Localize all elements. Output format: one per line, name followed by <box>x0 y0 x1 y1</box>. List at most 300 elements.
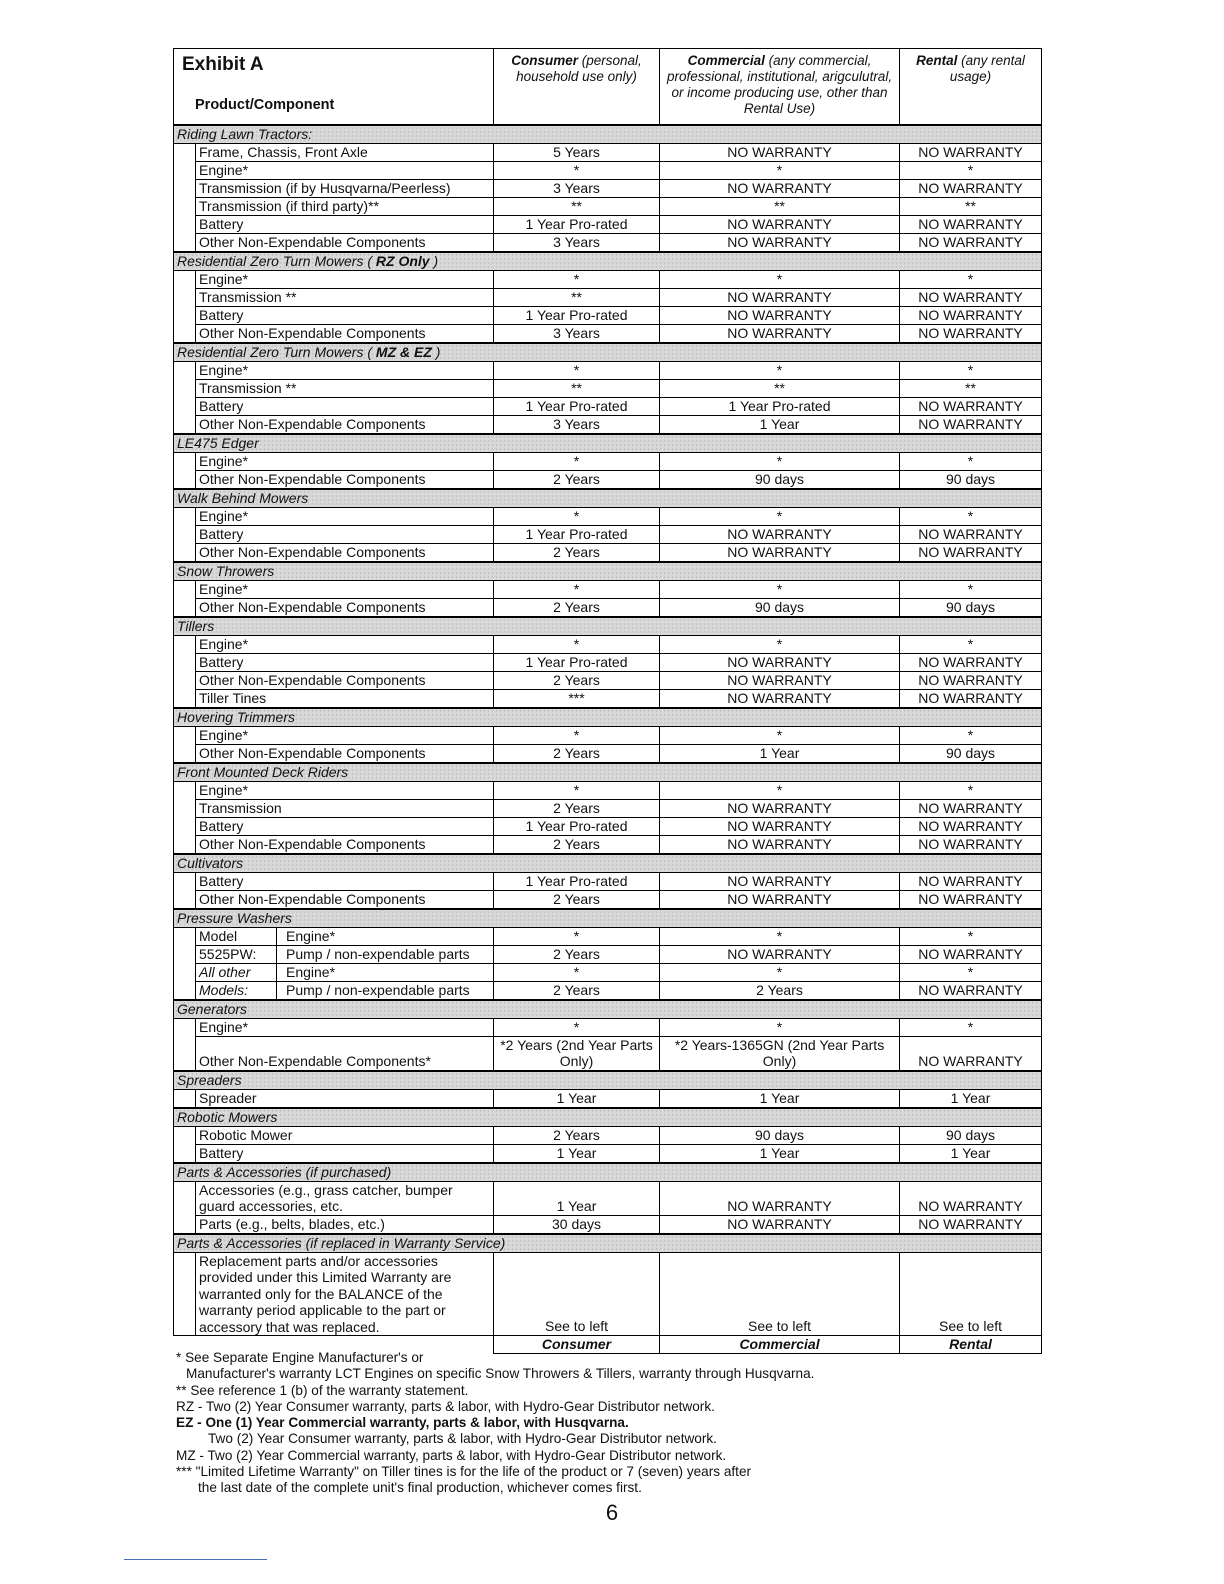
warranty-cell: NO WARRANTY <box>900 306 1042 324</box>
warranty-cell: * <box>900 270 1042 288</box>
table-row <box>174 653 1042 671</box>
indent-cell <box>174 945 196 963</box>
warranty-cell: * <box>660 635 900 653</box>
indent-cell <box>174 1215 196 1234</box>
warranty-cell: * <box>900 963 1042 981</box>
section-header-row <box>174 1234 1042 1253</box>
indent-cell <box>174 525 196 543</box>
table-row <box>174 835 1042 854</box>
warranty-cell: NO WARRANTY <box>660 835 900 854</box>
section-title: Parts & Accessories (if purchased) <box>174 1163 1042 1182</box>
warranty-cell: NO WARRANTY <box>900 1215 1042 1234</box>
section-title: Walk Behind Mowers <box>174 489 1042 508</box>
warranty-cell: ** <box>900 379 1042 397</box>
product-cell: Other Non-Expendable Components <box>196 233 494 252</box>
indent-cell <box>174 306 196 324</box>
warranty-cell: * <box>900 726 1042 744</box>
warranty-cell: NO WARRANTY <box>660 817 900 835</box>
warranty-cell: * <box>494 452 660 470</box>
indent-cell <box>174 197 196 215</box>
warranty-cell: 1 Year <box>900 1089 1042 1108</box>
product-cell: 5525PW: Pump / non-expendable parts <box>196 945 494 963</box>
warranty-cell: 90 days <box>900 1126 1042 1144</box>
warranty-cell: 2 Years <box>494 744 660 763</box>
product-cell: All other Engine* <box>196 963 494 981</box>
warranty-cell: NO WARRANTY <box>660 543 900 562</box>
table-row <box>174 215 1042 233</box>
table-row <box>174 1181 1042 1215</box>
table-row <box>174 379 1042 397</box>
table-row <box>174 598 1042 617</box>
warranty-cell: 1 Year <box>660 744 900 763</box>
warranty-cell: ** <box>494 379 660 397</box>
section-title: Hovering Trimmers <box>174 708 1042 727</box>
section-header-row <box>174 763 1042 782</box>
warranty-cell: * <box>660 507 900 525</box>
indent-cell <box>174 452 196 470</box>
section-header-row <box>174 909 1042 928</box>
header-product-cell <box>174 49 494 125</box>
header-rental: Rental (any rental usage) <box>900 49 1042 125</box>
warranty-cell: NO WARRANTY <box>660 689 900 708</box>
product-cell: Other Non-Expendable Components <box>196 744 494 763</box>
product-cell: Engine* <box>196 161 494 179</box>
warranty-cell: NO WARRANTY <box>900 835 1042 854</box>
product-cell: Other Non-Expendable Components <box>196 835 494 854</box>
indent-cell <box>174 799 196 817</box>
table-row <box>174 726 1042 744</box>
product-cell: Parts (e.g., belts, blades, etc.) <box>196 1215 494 1234</box>
warranty-cell: See to left <box>494 1252 660 1336</box>
section-header-row <box>174 434 1042 453</box>
warranty-cell: 2 Years <box>494 890 660 909</box>
warranty-cell: 1 Year Pro-rated <box>494 653 660 671</box>
warranty-cell: NO WARRANTY <box>900 179 1042 197</box>
warranty-cell: 90 days <box>660 1126 900 1144</box>
indent-cell <box>174 890 196 909</box>
table-row <box>174 324 1042 343</box>
table-row <box>174 781 1042 799</box>
warranty-cell: NO WARRANTY <box>660 872 900 890</box>
table-row <box>174 1126 1042 1144</box>
warranty-cell: * <box>494 726 660 744</box>
indent-cell <box>174 1126 196 1144</box>
product-cell: Engine* <box>196 452 494 470</box>
section-header-row <box>174 1071 1042 1090</box>
indent-cell <box>174 981 196 1000</box>
product-cell: Transmission ** <box>196 379 494 397</box>
product-cell: Other Non-Expendable Components <box>196 890 494 909</box>
warranty-cell: NO WARRANTY <box>900 817 1042 835</box>
indent-cell <box>174 726 196 744</box>
warranty-cell: 1 Year <box>660 415 900 434</box>
table-row <box>174 143 1042 161</box>
indent-cell <box>174 689 196 708</box>
product-cell: Engine* <box>196 1018 494 1036</box>
indent-cell <box>174 379 196 397</box>
footnote: Two (2) Year Consumer warranty, parts & labor, with Hydro-Gear Distributor network. <box>208 1431 717 1447</box>
product-cell: Battery <box>196 306 494 324</box>
warranty-cell: * <box>900 927 1042 945</box>
product-cell: Battery <box>196 397 494 415</box>
indent-cell <box>174 598 196 617</box>
product-cell: Engine* <box>196 507 494 525</box>
warranty-cell: NO WARRANTY <box>900 215 1042 233</box>
indent-cell <box>174 817 196 835</box>
footnote: Manufacturer's warranty LCT Engines on specific Snow Throwers & Tillers, warranty through Husqvarna. <box>186 1366 815 1382</box>
warranty-cell: * <box>494 1018 660 1036</box>
warranty-cell: 1 Year <box>494 1144 660 1163</box>
table-row <box>174 161 1042 179</box>
warranty-cell: NO WARRANTY <box>660 525 900 543</box>
warranty-cell: NO WARRANTY <box>660 1181 900 1215</box>
warranty-cell: NO WARRANTY <box>660 1215 900 1234</box>
table-row <box>174 361 1042 379</box>
warranty-cell: * <box>900 161 1042 179</box>
product-cell: Spreader <box>196 1089 494 1108</box>
warranty-cell: ** <box>900 197 1042 215</box>
indent-cell <box>174 580 196 598</box>
table-row <box>174 1018 1042 1036</box>
table-row <box>174 470 1042 489</box>
warranty-cell: NO WARRANTY <box>900 143 1042 161</box>
table-row <box>174 945 1042 963</box>
product-cell: Replacement parts and/or accessories provided under this Limited Warranty are warranted only for the BALANCE of the warranty period applicable to the part or accessory that was replaced. <box>196 1252 494 1336</box>
table-row <box>174 872 1042 890</box>
warranty-cell: * <box>494 580 660 598</box>
warranty-cell: * <box>660 1018 900 1036</box>
table-row <box>174 270 1042 288</box>
indent-cell <box>174 543 196 562</box>
table-row <box>174 179 1042 197</box>
table-row <box>174 397 1042 415</box>
section-title: Spreaders <box>174 1071 1042 1090</box>
indent-cell <box>174 653 196 671</box>
product-cell: Robotic Mower <box>196 1126 494 1144</box>
warranty-cell: 1 Year Pro-rated <box>494 525 660 543</box>
product-cell: Other Non-Expendable Components* <box>196 1036 494 1071</box>
warranty-cell: NO WARRANTY <box>660 945 900 963</box>
section-header-row <box>174 489 1042 508</box>
table-row <box>174 233 1042 252</box>
warranty-cell: * <box>660 781 900 799</box>
warranty-cell: 1 Year Pro-rated <box>494 306 660 324</box>
product-cell: Engine* <box>196 781 494 799</box>
section-title: Robotic Mowers <box>174 1108 1042 1127</box>
warranty-table <box>173 48 1042 1354</box>
warranty-cell: *** <box>494 689 660 708</box>
product-cell: Frame, Chassis, Front Axle <box>196 143 494 161</box>
product-cell: Engine* <box>196 270 494 288</box>
product-cell: Other Non-Expendable Components <box>196 598 494 617</box>
table-row <box>174 580 1042 598</box>
section-title: Residential Zero Turn Mowers ( MZ & EZ ) <box>174 343 1042 362</box>
footnote: RZ - Two (2) Year Consumer warranty, parts & labor, with Hydro-Gear Distributor network. <box>176 1398 715 1414</box>
warranty-cell: 90 days <box>660 598 900 617</box>
warranty-cell: * <box>494 963 660 981</box>
warranty-cell: * <box>900 507 1042 525</box>
warranty-cell: NO WARRANTY <box>900 799 1042 817</box>
warranty-cell: See to left <box>660 1252 900 1336</box>
indent-cell <box>174 470 196 489</box>
warranty-cell: 90 days <box>900 470 1042 489</box>
footnote: ** See reference 1 (b) of the warranty statement. <box>176 1382 469 1398</box>
warranty-cell: ** <box>494 197 660 215</box>
indent-cell <box>174 415 196 434</box>
warranty-cell: NO WARRANTY <box>660 233 900 252</box>
warranty-cell: NO WARRANTY <box>900 415 1042 434</box>
table-row <box>174 507 1042 525</box>
table-row <box>174 1036 1042 1071</box>
table-row <box>174 799 1042 817</box>
product-cell: Transmission <box>196 799 494 817</box>
product-component-label: Product/Component <box>195 97 335 113</box>
warranty-cell: * <box>660 361 900 379</box>
warranty-cell: NO WARRANTY <box>900 981 1042 1000</box>
product-cell: Models: Pump / non-expendable parts <box>196 981 494 1000</box>
product-cell: Transmission (if third party)** <box>196 197 494 215</box>
warranty-cell: NO WARRANTY <box>900 671 1042 689</box>
warranty-cell: 3 Years <box>494 324 660 343</box>
footnote: *** "Limited Lifetime Warranty" on Tiller tines is for the life of the product or 7 (seven) years after <box>176 1464 752 1480</box>
warranty-cell: * <box>494 270 660 288</box>
header-commercial: Commercial (any commercial, professional, institutional, arigculutral, or income producing use, other than Rental Use) <box>660 49 900 125</box>
table-row <box>174 635 1042 653</box>
warranty-cell: NO WARRANTY <box>900 543 1042 562</box>
warranty-cell: 2 Years <box>494 470 660 489</box>
indent-cell <box>174 507 196 525</box>
warranty-cell: NO WARRANTY <box>900 324 1042 343</box>
warranty-cell: 3 Years <box>494 415 660 434</box>
product-cell: Battery <box>196 817 494 835</box>
section-header-row <box>174 708 1042 727</box>
indent-cell <box>174 781 196 799</box>
indent-cell <box>174 324 196 343</box>
indent-cell <box>174 927 196 945</box>
table-row <box>174 525 1042 543</box>
warranty-cell: 90 days <box>900 598 1042 617</box>
indent-cell <box>174 1252 196 1336</box>
indent-cell <box>174 288 196 306</box>
warranty-cell: NO WARRANTY <box>900 872 1042 890</box>
warranty-cell: ** <box>660 197 900 215</box>
warranty-cell: NO WARRANTY <box>660 324 900 343</box>
table-row <box>174 197 1042 215</box>
warranty-cell: NO WARRANTY <box>900 890 1042 909</box>
table-row <box>174 963 1042 981</box>
warranty-cell: 2 Years <box>494 799 660 817</box>
section-title: LE475 Edger <box>174 434 1042 453</box>
warranty-cell: 3 Years <box>494 233 660 252</box>
indent-cell <box>174 143 196 161</box>
warranty-cell: ** <box>660 379 900 397</box>
table-row <box>174 306 1042 324</box>
warranty-cell: * <box>660 580 900 598</box>
indent-cell <box>174 161 196 179</box>
warranty-cell: 30 days <box>494 1215 660 1234</box>
warranty-cell: * <box>494 635 660 653</box>
warranty-cell: * <box>660 963 900 981</box>
table-row <box>174 744 1042 763</box>
table-row <box>174 927 1042 945</box>
indent-cell <box>174 1036 196 1071</box>
warranty-cell: 1 Year Pro-rated <box>494 397 660 415</box>
warranty-cell: 1 Year Pro-rated <box>494 817 660 835</box>
footnotes <box>176 1350 1076 1497</box>
footer-label-cell: Consumer <box>494 1336 660 1354</box>
warranty-cell: * <box>660 270 900 288</box>
warranty-cell: NO WARRANTY <box>900 653 1042 671</box>
product-cell: Model Engine* <box>196 927 494 945</box>
warranty-cell: *2 Years-1365GN (2nd Year Parts Only) <box>660 1036 900 1071</box>
warranty-cell: NO WARRANTY <box>660 890 900 909</box>
section-header-row <box>174 1163 1042 1182</box>
warranty-cell: 1 Year <box>900 1144 1042 1163</box>
indent-cell <box>174 671 196 689</box>
indent-cell <box>174 270 196 288</box>
warranty-cell: 2 Years <box>494 598 660 617</box>
table-row <box>174 288 1042 306</box>
product-cell: Engine* <box>196 635 494 653</box>
warranty-cell: 90 days <box>900 744 1042 763</box>
section-header-row <box>174 562 1042 581</box>
warranty-cell: 3 Years <box>494 179 660 197</box>
warranty-cell: * <box>494 507 660 525</box>
warranty-cell: * <box>900 361 1042 379</box>
section-header-row <box>174 617 1042 636</box>
header-consumer: Consumer (personal, household use only) <box>494 49 660 125</box>
indent-cell <box>174 1089 196 1108</box>
indent-cell <box>174 1018 196 1036</box>
table-row <box>174 890 1042 909</box>
warranty-cell: 2 Years <box>494 945 660 963</box>
product-cell: Transmission (if by Husqvarna/Peerless) <box>196 179 494 197</box>
section-title: Generators <box>174 1000 1042 1019</box>
indent-cell <box>174 872 196 890</box>
product-cell: Tiller Tines <box>196 689 494 708</box>
product-cell: Accessories (e.g., grass catcher, bumper guard accessories, etc. <box>196 1181 494 1215</box>
product-cell: Other Non-Expendable Components <box>196 671 494 689</box>
section-title: Tillers <box>174 617 1042 636</box>
warranty-cell: 2 Years <box>494 981 660 1000</box>
section-title: Pressure Washers <box>174 909 1042 928</box>
warranty-cell: * <box>494 927 660 945</box>
warranty-cell: NO WARRANTY <box>660 306 900 324</box>
section-title: Front Mounted Deck Riders <box>174 763 1042 782</box>
warranty-cell: * <box>660 161 900 179</box>
indent-cell <box>174 397 196 415</box>
warranty-cell: ** <box>494 288 660 306</box>
product-cell: Engine* <box>196 361 494 379</box>
table-row <box>174 689 1042 708</box>
table-row <box>174 981 1042 1000</box>
warranty-cell: See to left <box>900 1252 1042 1336</box>
warranty-cell: 1 Year <box>494 1089 660 1108</box>
warranty-cell: 1 Year <box>660 1089 900 1108</box>
warranty-cell: 1 Year Pro-rated <box>494 872 660 890</box>
indent-cell <box>174 215 196 233</box>
section-header-row <box>174 1108 1042 1127</box>
warranty-cell: NO WARRANTY <box>900 525 1042 543</box>
warranty-cell: 5 Years <box>494 143 660 161</box>
warranty-cell: * <box>660 927 900 945</box>
warranty-cell: 2 Years <box>494 1126 660 1144</box>
footer-line <box>124 1559 267 1560</box>
warranty-cell: * <box>660 452 900 470</box>
section-title: Residential Zero Turn Mowers ( RZ Only ) <box>174 252 1042 271</box>
table-header-row <box>174 49 1042 125</box>
warranty-cell: * <box>494 781 660 799</box>
warranty-cell: NO WARRANTY <box>660 215 900 233</box>
warranty-cell: * <box>494 161 660 179</box>
table-row <box>174 543 1042 562</box>
warranty-cell: * <box>900 781 1042 799</box>
warranty-cell: *2 Years (2nd Year Parts Only) <box>494 1036 660 1071</box>
warranty-cell: NO WARRANTY <box>660 653 900 671</box>
warranty-cell: 1 Year <box>494 1181 660 1215</box>
warranty-cell: NO WARRANTY <box>900 288 1042 306</box>
warranty-cell: * <box>660 726 900 744</box>
warranty-cell: NO WARRANTY <box>900 1181 1042 1215</box>
product-cell: Engine* <box>196 580 494 598</box>
product-cell: Other Non-Expendable Components <box>196 543 494 562</box>
page-number: 6 <box>605 1500 619 1525</box>
section-header-row <box>174 854 1042 873</box>
section-title: Riding Lawn Tractors: <box>174 125 1042 144</box>
footnote: MZ - Two (2) Year Commercial warranty, parts & labor, with Hydro-Gear Distributor network. <box>176 1447 727 1463</box>
section-header-row <box>174 1000 1042 1019</box>
product-cell: Engine* <box>196 726 494 744</box>
warranty-cell: NO WARRANTY <box>900 945 1042 963</box>
footer-label-cell: Commercial <box>660 1336 900 1354</box>
table-row <box>174 1215 1042 1234</box>
warranty-cell: 1 Year Pro-rated <box>660 397 900 415</box>
product-cell: Transmission ** <box>196 288 494 306</box>
product-cell: Battery <box>196 215 494 233</box>
indent-cell <box>174 233 196 252</box>
footnote: EZ - One (1) Year Commercial warranty, parts & labor, with Husqvarna. <box>176 1415 629 1431</box>
footnote: the last date of the complete unit's final production, whichever comes first. <box>198 1480 642 1496</box>
product-cell: Other Non-Expendable Components <box>196 324 494 343</box>
footnote: * See Separate Engine Manufacturer's or <box>176 1350 424 1365</box>
section-title: Cultivators <box>174 854 1042 873</box>
section-header-row <box>174 252 1042 271</box>
warranty-cell: 2 Years <box>494 543 660 562</box>
product-cell: Battery <box>196 872 494 890</box>
product-cell: Other Non-Expendable Components <box>196 415 494 434</box>
warranty-cell: * <box>900 1018 1042 1036</box>
product-cell: Battery <box>196 653 494 671</box>
table-row <box>174 1144 1042 1163</box>
table-row <box>174 1252 1042 1336</box>
indent-cell <box>174 744 196 763</box>
section-title: Parts & Accessories (if replaced in Warranty Service) <box>174 1234 1042 1253</box>
indent-cell <box>174 635 196 653</box>
warranty-cell: 2 Years <box>494 835 660 854</box>
warranty-cell: * <box>900 452 1042 470</box>
warranty-cell: NO WARRANTY <box>660 799 900 817</box>
warranty-cell: NO WARRANTY <box>660 143 900 161</box>
warranty-cell: 1 Year <box>660 1144 900 1163</box>
warranty-cell: NO WARRANTY <box>900 1036 1042 1071</box>
indent-cell <box>174 361 196 379</box>
warranty-cell: NO WARRANTY <box>660 288 900 306</box>
warranty-cell: NO WARRANTY <box>660 179 900 197</box>
warranty-cell: NO WARRANTY <box>660 671 900 689</box>
warranty-cell: 2 Years <box>494 671 660 689</box>
section-header-row <box>174 125 1042 144</box>
product-cell: Battery <box>196 525 494 543</box>
